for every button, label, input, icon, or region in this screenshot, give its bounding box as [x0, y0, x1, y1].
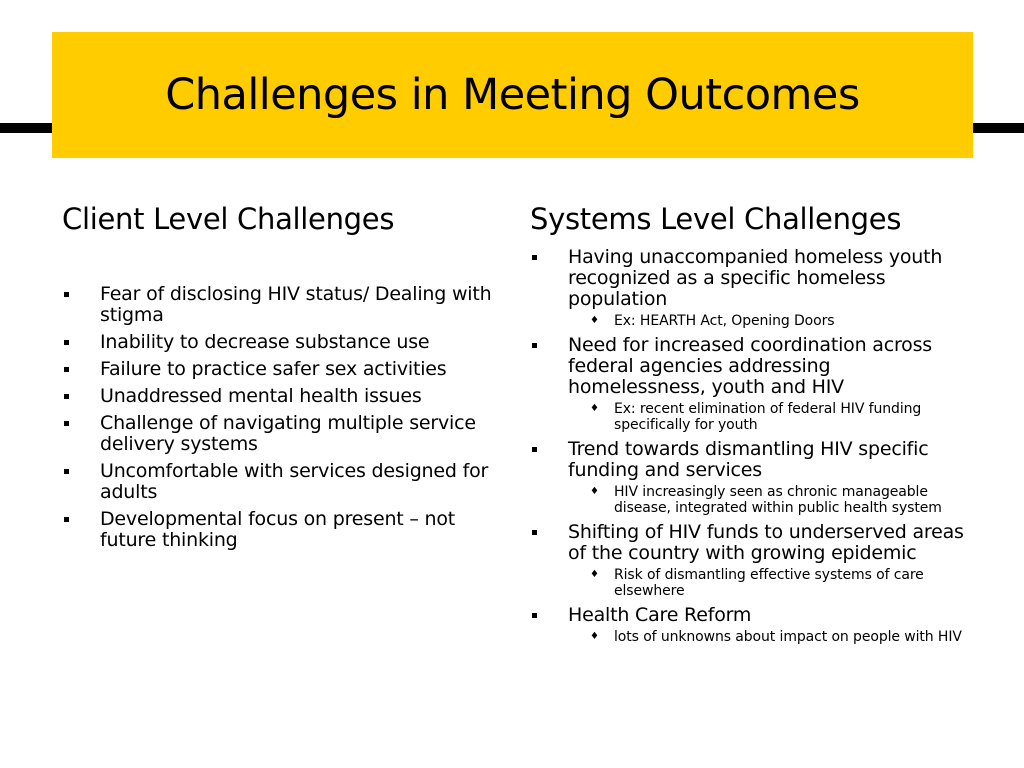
- systems-bullet-item: [530, 439, 970, 516]
- square-bullet-icon: [64, 367, 69, 372]
- client-level-heading: Client Level Challenges: [62, 202, 395, 236]
- client-bullet-item: [62, 413, 492, 455]
- systems-bullet-item: [530, 335, 970, 433]
- client-bullet-text: Inability to decrease substance use: [100, 331, 430, 353]
- systems-bullet-item: [530, 605, 970, 645]
- systems-sub-list: [568, 629, 970, 645]
- systems-sub-text: Ex: HEARTH Act, Opening Doors: [614, 313, 835, 329]
- client-bullet-text: Challenge of navigating multiple service delivery systems: [100, 412, 476, 455]
- square-bullet-icon: [532, 530, 537, 535]
- square-bullet-icon: [532, 343, 537, 348]
- systems-bullet-item: [530, 522, 970, 599]
- square-bullet-icon: [64, 394, 69, 399]
- diamond-bullet-icon: ♦: [590, 486, 599, 497]
- systems-sub-item: [568, 484, 970, 516]
- systems-sub-item: [568, 401, 970, 433]
- square-bullet-icon: [532, 255, 537, 260]
- title-banner: [52, 32, 973, 158]
- systems-sub-list: [568, 567, 970, 599]
- systems-bullet-text: Having unaccompanied homeless youth recognized as a specific homeless population: [568, 246, 943, 310]
- square-bullet-icon: [64, 340, 69, 345]
- title-rule-left: [0, 123, 52, 133]
- client-level-list: [62, 284, 492, 551]
- systems-sub-item: [568, 313, 970, 329]
- systems-bullet-text: Shifting of HIV funds to underserved areas of the country with growing epidemic: [568, 521, 964, 564]
- client-bullet-item: [62, 284, 492, 326]
- systems-sub-item: [568, 567, 970, 599]
- systems-sub-list: [568, 313, 970, 329]
- diamond-bullet-icon: ♦: [590, 315, 599, 326]
- square-bullet-icon: [64, 517, 69, 522]
- systems-bullet-text: Trend towards dismantling HIV specific funding and services: [568, 438, 929, 481]
- diamond-bullet-icon: ♦: [590, 631, 599, 642]
- systems-sub-text: HIV increasingly seen as chronic manageable disease, integrated within public health system: [614, 484, 942, 516]
- square-bullet-icon: [532, 613, 537, 618]
- systems-bullet-item: [530, 247, 970, 329]
- systems-sub-text: Ex: recent elimination of federal HIV funding specifically for youth: [614, 401, 922, 433]
- systems-bullet-text: Health Care Reform: [568, 604, 752, 626]
- client-bullet-item: [62, 359, 492, 380]
- systems-sub-list: [568, 401, 970, 433]
- client-bullet-item: [62, 509, 492, 551]
- title-rule-right: [973, 123, 1024, 133]
- square-bullet-icon: [64, 469, 69, 474]
- diamond-bullet-icon: ♦: [590, 403, 599, 414]
- diamond-bullet-icon: ♦: [590, 569, 599, 580]
- systems-level-column: [530, 200, 970, 651]
- square-bullet-icon: [64, 292, 69, 297]
- systems-sub-item: [568, 629, 970, 645]
- systems-sub-list: [568, 484, 970, 516]
- client-bullet-text: Failure to practice safer sex activities: [100, 358, 447, 380]
- systems-level-heading: Systems Level Challenges: [530, 202, 902, 236]
- systems-sub-text: lots of unknowns about impact on people with HIV: [614, 629, 962, 645]
- slide-title: Challenges in Meeting Outcomes: [165, 70, 860, 120]
- client-bullet-text: Unaddressed mental health issues: [100, 385, 422, 407]
- systems-sub-text: Risk of dismantling effective systems of care elsewhere: [614, 567, 924, 599]
- client-bullet-item: [62, 461, 492, 503]
- square-bullet-icon: [64, 421, 69, 426]
- client-bullet-text: Uncomfortable with services designed for adults: [100, 460, 489, 503]
- systems-level-list: [530, 247, 970, 645]
- client-bullet-item: [62, 332, 492, 353]
- client-level-column: [62, 200, 492, 557]
- systems-bullet-text: Need for increased coordination across federal agencies addressing homelessness, youth and HIV: [568, 334, 932, 398]
- client-bullet-text: Fear of disclosing HIV status/ Dealing with stigma: [100, 283, 492, 326]
- client-bullet-item: [62, 386, 492, 407]
- client-bullet-text: Developmental focus on present – not future thinking: [100, 508, 456, 551]
- square-bullet-icon: [532, 447, 537, 452]
